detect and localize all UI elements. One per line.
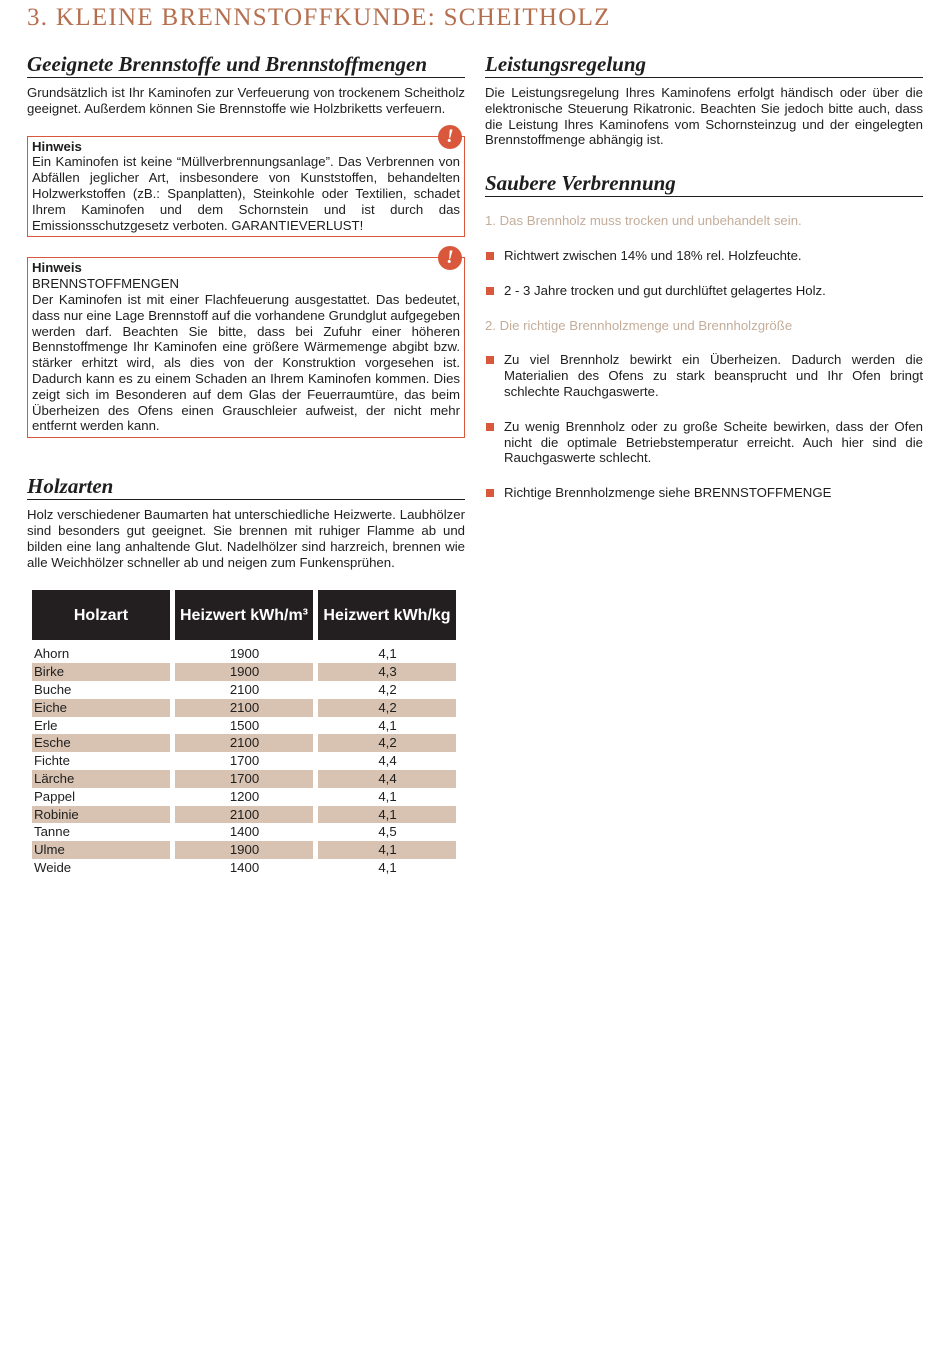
page-title: 3. KLEINE BRENNSTOFFKUNDE: SCHEITHOLZ <box>27 4 611 31</box>
wood-type-cell: Esche <box>32 734 170 752</box>
wood-type-cell: Tanne <box>34 824 70 840</box>
note-subtitle: BRENNSTOFFMENGEN <box>32 276 180 292</box>
value-m3-cell: 2100 <box>229 681 260 697</box>
value-kg-cell: 4,2 <box>318 734 456 752</box>
point-2-heading: 2. Die richtige Brennholzmenge und Brennholzgröße <box>485 317 793 333</box>
value-m3-cell: 1700 <box>175 770 313 788</box>
value-kg-cell: 4,1 <box>378 859 397 875</box>
wood-intro-text: Holz verschiedener Baumarten hat unterschiedliche Heizwerte. Laubhölzer sind besonders gut geeignet. Sie brennen mit ruhiger Flamme ab und bilden eine lang anhaltende Glut. Nadelhölzer sind harzreich, brennen wie alle Weichhölzer schneller ab und neigen zum Funkensprühen. <box>27 507 465 570</box>
square-bullet-icon <box>486 423 494 431</box>
power-text: Die Leistungsregelung Ihres Kaminofens erfolgt händisch oder über die elektronische Steuerung Rikatronic. Beachten Sie jedoch bitte auch, dass die Leistung Ihres Kaminofens vom Schornsteinzug und der eingelegten Brennstoffmenge abhängig ist. <box>485 85 923 148</box>
table-row <box>32 752 456 770</box>
bullet-text: Richtige Brennholzmenge siehe BRENNSTOFFMENGE <box>504 485 832 501</box>
value-m3-cell: 2100 <box>175 734 313 752</box>
square-bullet-icon <box>486 356 494 364</box>
wood-table-wrapper <box>27 590 465 876</box>
note-box-fuel-quantity <box>27 247 465 438</box>
value-kg-cell: 4,2 <box>378 681 397 697</box>
note-title: Hinweis <box>32 138 82 154</box>
table-row <box>32 770 456 788</box>
wood-type-cell: Robinie <box>32 806 170 824</box>
wood-heating-value-table <box>27 590 461 876</box>
value-m3-cell: 1400 <box>229 824 260 840</box>
value-m3-cell: 1900 <box>175 663 313 681</box>
value-kg-cell: 4,3 <box>318 663 456 681</box>
wood-type-cell: Fichte <box>34 753 70 769</box>
table-row <box>32 645 456 663</box>
table-header-wood-type: Holzart <box>32 590 170 640</box>
bullet-text: Zu viel Brennholz bewirkt ein Überheizen. Dadurch werden die Materialien des Ofens zu stark beansprucht und Ihr Ofen bringt schlechte Rauchgaswerte. <box>504 352 923 399</box>
value-kg-cell: 4,5 <box>378 824 397 840</box>
fuel-section-heading: Geeignete Brennstoffe und Brennstoffmengen <box>27 51 465 78</box>
value-m3-cell: 1200 <box>229 788 260 804</box>
value-m3-cell: 1900 <box>229 646 260 662</box>
table-row <box>32 663 456 681</box>
bullet-item <box>485 485 923 501</box>
note-box-waste <box>27 125 465 238</box>
bullet-text: 2 - 3 Jahre trocken und gut durchlüftet gelagertes Holz. <box>504 282 826 298</box>
table-header-value-kg: Heizwert kWh/kg <box>318 590 456 640</box>
table-row <box>32 823 456 841</box>
value-kg-cell: 4,1 <box>318 806 456 824</box>
table-row <box>32 806 456 824</box>
value-kg-cell: 4,1 <box>378 717 397 733</box>
note-text: Der Kaminofen ist mit einer Flachfeuerung ausgestattet. Das bedeutet, dass nur eine Lage Brennstoff auf die vorhandene Grundglut aufgegeben werden darf. Beachten Sie bitte, dass bei Zufuhr einer höheren Bennstoffmenge Ihr Kaminofen eine größere Wärmemenge abgibt bzw. stärker erhitzt wird, als dies von der Konstruktion vorgesehen ist. Dadurch kann es zu einem Schaden an Ihrem Kaminofen kommen. Dies zeigt sich im Besonderen auf dem Glas der Feuerraumtüre, das beim Überheizen des Ofens einen Grauschleier aufweist, der nicht mehr entfernt werden kann. <box>32 291 460 434</box>
table-row <box>32 734 456 752</box>
bullet-item <box>485 352 923 399</box>
wood-type-cell: Erle <box>34 717 58 733</box>
square-bullet-icon <box>486 287 494 295</box>
right-column <box>485 51 923 501</box>
fuel-intro-text: Grundsätzlich ist Ihr Kaminofen zur Verfeuerung von trockenem Scheitholz geeignet. Außerdem können Sie Brennstoffe wie Holzbriketts verfeuern. <box>27 85 465 116</box>
value-kg-cell: 4,2 <box>318 699 456 717</box>
warning-icon: ! <box>438 246 462 270</box>
square-bullet-icon <box>486 489 494 497</box>
table-row <box>32 717 456 735</box>
value-m3-cell: 1500 <box>229 717 260 733</box>
value-m3-cell: 1400 <box>229 859 260 875</box>
wood-type-cell: Lärche <box>32 770 170 788</box>
value-m3-cell: 1700 <box>229 753 260 769</box>
table-row <box>32 859 456 877</box>
left-column <box>27 51 465 877</box>
wood-type-cell: Eiche <box>32 699 170 717</box>
value-kg-cell: 4,1 <box>318 841 456 859</box>
wood-type-cell: Birke <box>32 663 170 681</box>
table-row <box>32 681 456 699</box>
value-kg-cell: 4,4 <box>318 770 456 788</box>
value-kg-cell: 4,1 <box>378 646 397 662</box>
bullet-item <box>485 248 923 264</box>
warning-icon: ! <box>438 125 462 149</box>
table-row <box>32 841 456 859</box>
table-row <box>32 699 456 717</box>
bullet-item <box>485 283 923 299</box>
table-row <box>32 788 456 806</box>
bullet-item <box>485 419 923 466</box>
value-m3-cell: 1900 <box>175 841 313 859</box>
square-bullet-icon <box>486 252 494 260</box>
bullet-text: Richtwert zwischen 14% und 18% rel. Holzfeuchte. <box>504 247 802 263</box>
value-m3-cell: 2100 <box>175 699 313 717</box>
wood-type-cell: Ahorn <box>34 646 70 662</box>
value-m3-cell: 2100 <box>175 806 313 824</box>
note-text: Ein Kaminofen ist keine “Müllverbrennungsanlage”. Das Verbrennen von Abfällen jeglicher Art, insbesondere von Kunststoffen, behandelten Holzwerkstoffen (zB.: Spanplatten), Steinkohle oder Textilien, schadet Ihrem Kaminofen und dem Schornstein und ist durch das Emissionsschutzgesetz verboten. GARANTIEVERLUST! <box>32 154 460 233</box>
note-title: Hinweis <box>32 260 82 276</box>
wood-type-cell: Buche <box>34 681 72 697</box>
power-section-heading: Leistungsregelung <box>485 51 923 78</box>
point-1-heading: 1. Das Brennholz muss trocken und unbehandelt sein. <box>485 213 802 229</box>
wood-section-heading: Holzarten <box>27 473 465 500</box>
value-kg-cell: 4,4 <box>378 753 397 769</box>
wood-type-cell: Ulme <box>32 841 170 859</box>
wood-type-cell: Weide <box>34 859 72 875</box>
bullet-text: Zu wenig Brennholz oder zu große Scheite bewirken, dass der Ofen nicht die optimale Betriebstemperatur erreicht. Auch hier sind die Rauchgaswerte schlecht. <box>504 418 923 466</box>
table-header-value-m3: Heizwert kWh/m³ <box>175 590 313 640</box>
clean-section-heading: Saubere Verbrennung <box>485 170 923 197</box>
value-kg-cell: 4,1 <box>378 788 397 804</box>
wood-type-cell: Pappel <box>34 788 76 804</box>
